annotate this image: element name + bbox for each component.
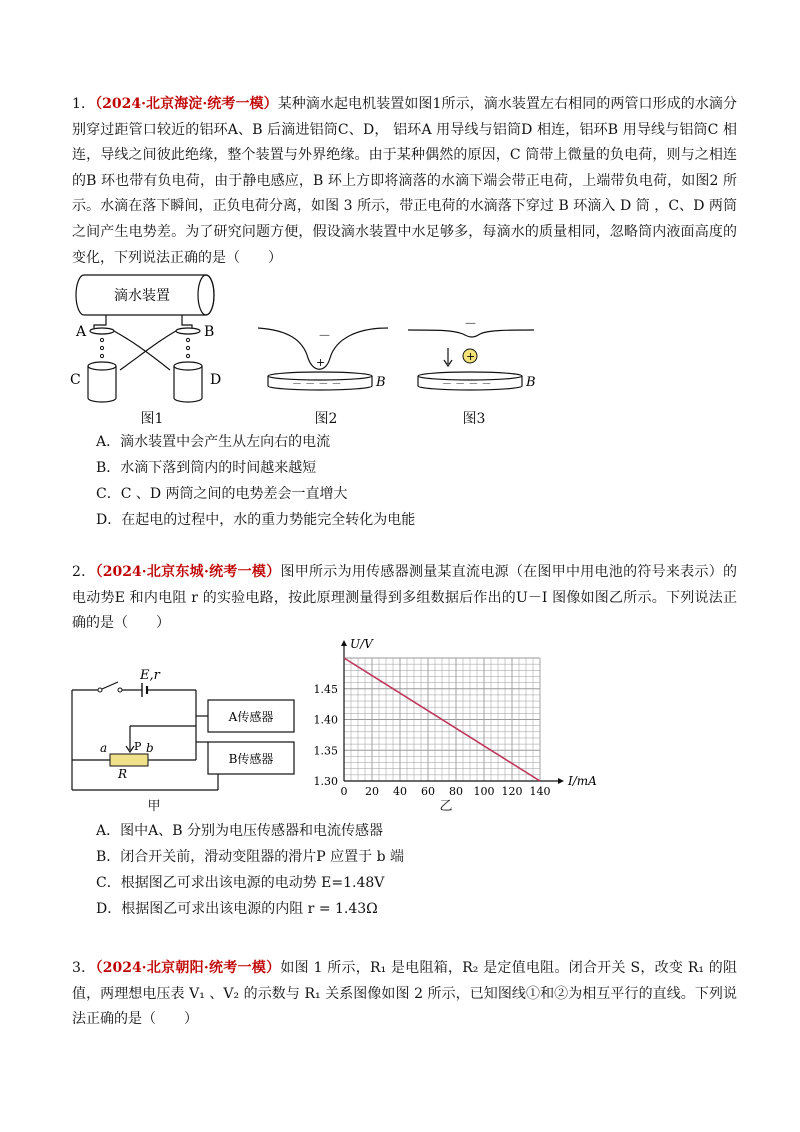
rheostat-r: R [118, 767, 128, 781]
sensor-a-label: A传感器 [228, 710, 274, 724]
q1-option-c: C．C 、D 两筒之间的电势差会一直增大 [96, 486, 348, 502]
question-text: 图甲所示为用传感器测量某直流电源（在图甲中用电池的符号来表示）的电动势E 和内电阻 r 的实验电路，按此原理测量得到多组数据后作出的U－I 图像如图乙所示。下列说法正确的是（ ） [72, 564, 737, 632]
figure-1-drip-device [70, 270, 230, 410]
y-axis-label: U/V [350, 637, 373, 651]
y-axis-arrow [341, 640, 347, 646]
question-source: （2024·北京朝阳·统考一模） [95, 960, 281, 976]
question-source: （2024·北京海淀·统考一模） [95, 96, 278, 112]
question-number: 2． [72, 564, 96, 580]
x-tick-label: 140 [529, 785, 551, 798]
x-tick-label: 0 [340, 785, 348, 798]
y-tick-label: 1.35 [313, 744, 338, 758]
q2-option-d: D．根据图乙可求出该电源的内阻 r = 1.43Ω [96, 901, 378, 917]
q1-option-b: B．水滴下落到筒内的时间越来越短 [96, 460, 317, 476]
q2-option-c: C．根据图乙可求出该电源的电动势 E=1.48V [96, 875, 385, 891]
sensor-b-label: B传感器 [228, 752, 274, 766]
figure-1-caption: 图1 [140, 411, 164, 427]
question-number: 3． [72, 960, 96, 976]
figure-3-caption: 图3 [462, 411, 486, 427]
y-tick-label: 1.40 [313, 713, 338, 727]
x-axis-arrow [558, 778, 564, 784]
ui-chart [300, 634, 620, 810]
slider-p: P [134, 740, 142, 753]
x-axis-label: I/mA [568, 774, 597, 788]
x-tick-label: 100 [473, 785, 495, 798]
rheostat-b: b [146, 741, 154, 755]
question-text: 某种滴水起电机装置如图1所示，滴水装置左右相同的两管口形成的水滴分别穿过距管口较近的铝环A、B 后滴进铝筒C、D， 铝环A 用导线与铝筒D 相连，铝环B 用导线与铝筒C 相连，导线之间彼此绝缘，整个装置与外界绝缘。由于某种偶然的原因，C 筒带上微量的负电荷，则与之相连的B 环也带有负电荷，由于静电感应，B 环上方即将滴落的水滴下端会带正电荷，上端带负电荷，如图2 所示。水滴在落下瞬间，正负电荷分离，如图 3 所示，带正电荷的水滴落下穿过 B 环滴入 D 筒 ，C、D 两筒之间产生电势差。为了研究问题方便，假设滴水装置中水足够多，每滴水的质量相同，忽略筒内液面高度的变化，下列说法正确的是（ ） [72, 96, 737, 266]
label-c: C [70, 372, 81, 388]
x-tick-label: 120 [501, 785, 523, 798]
rheostat-a: a [100, 741, 108, 755]
circuit-diagram [68, 668, 308, 818]
label-a: A [76, 324, 87, 340]
x-tick-label: 60 [421, 785, 435, 798]
x-tick-label: 40 [393, 785, 407, 798]
device-label: 滴水装置 [114, 288, 170, 304]
figure-2-caption: 图2 [314, 411, 338, 427]
q2-option-b: B．闭合开关前，滑动变阻器的滑片P 应置于 b 端 [96, 849, 405, 865]
x-tick-label: 20 [365, 785, 379, 798]
question-2 [72, 560, 737, 637]
y-tick-label: 1.45 [313, 682, 338, 696]
question-text: 如图 1 所示，R₁ 是电阻箱，R₂ 是定值电阻。闭合开关 S，改变 R₁ 的阻值，两理想电压表 V₁ 、V₂ 的示数与 R₁ 关系图像如图 2 所示，已知图线①和②为相互平行的直线。下列说法正确的是（ ） [72, 960, 738, 1028]
label-b: B [204, 324, 215, 340]
label-er: E,r [140, 668, 160, 683]
q1-option-d: D．在起电的过程中，水的重力势能完全转化为电能 [96, 512, 416, 528]
fig3-label-b: B [526, 375, 536, 390]
figure-2-induction [258, 318, 398, 398]
figure-3-separation [408, 318, 548, 398]
circuit-caption: 甲 [147, 799, 161, 814]
fig2-label-b: B [376, 375, 386, 390]
fig3-ring-charge: － － － － [442, 379, 492, 390]
fig2-plus: + [316, 356, 326, 369]
x-tick-label: 80 [449, 785, 463, 798]
question-1 [72, 92, 737, 271]
fig2-ring-charge: － － － － [292, 379, 342, 390]
label-d: D [210, 372, 222, 388]
q1-option-a: A．滴水装置中会产生从左向右的电流 [96, 434, 331, 450]
q2-option-a: A．图中A、B 分别为电压传感器和电流传感器 [96, 823, 383, 839]
y-tick-label: 1.30 [313, 775, 338, 788]
fig2-minus: － [318, 329, 332, 344]
question-number: 1． [72, 96, 96, 112]
question-3 [72, 956, 737, 1033]
question-source: （2024·北京东城·统考一模） [95, 564, 281, 580]
fig3-minus: － [464, 318, 478, 332]
fig3-plus: + [466, 350, 476, 363]
chart-caption: 乙 [439, 799, 453, 814]
